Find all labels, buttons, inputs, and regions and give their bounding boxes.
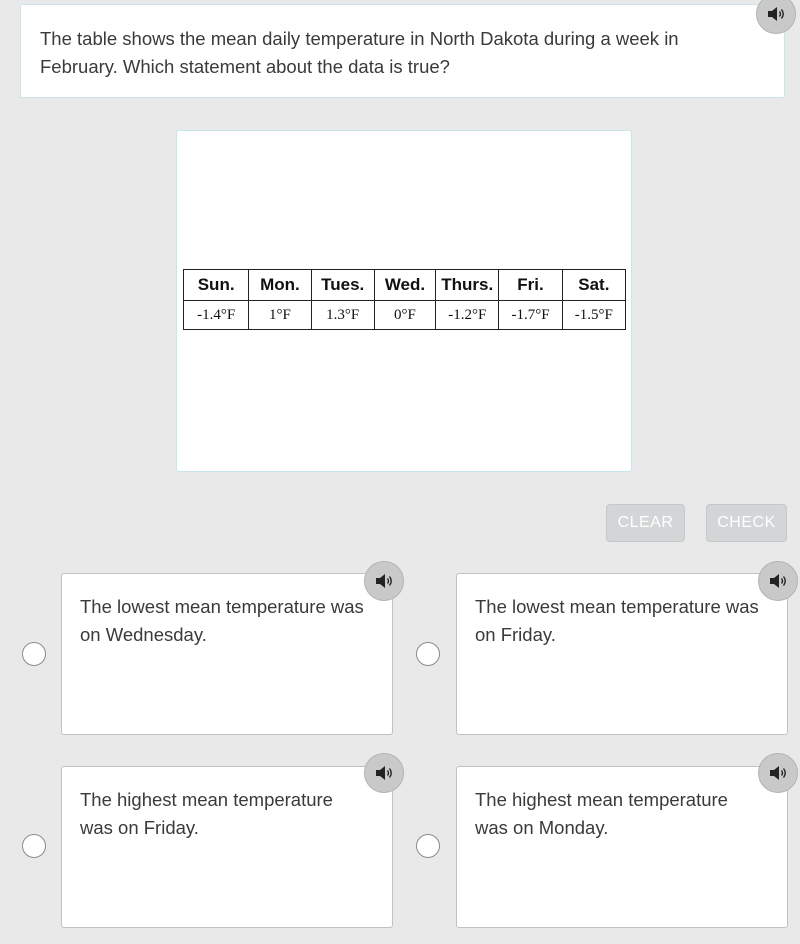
- clear-button[interactable]: CLEAR: [606, 504, 685, 542]
- answer-radio-2[interactable]: [416, 642, 440, 666]
- table-row: [184, 301, 626, 330]
- table-header-cell: Mon.: [249, 270, 311, 301]
- question-box: [20, 4, 785, 98]
- question-text: The table shows the mean daily temperature in North Dakota during a week in February. Which statement about the data is true?: [40, 28, 679, 77]
- answer-audio-button-2[interactable]: [758, 561, 798, 601]
- answer-radio-3[interactable]: [22, 834, 46, 858]
- speaker-icon: [766, 6, 786, 22]
- check-button[interactable]: CHECK: [706, 504, 787, 542]
- speaker-icon: [374, 765, 394, 781]
- table-cell: 0°F: [374, 301, 435, 330]
- answer-card-2[interactable]: [456, 573, 788, 735]
- answer-text-3: The highest mean temperature was on Friday.: [80, 789, 333, 838]
- answer-audio-button-1[interactable]: [364, 561, 404, 601]
- figure-box: [176, 130, 632, 472]
- answer-radio-1[interactable]: [22, 642, 46, 666]
- table-header-cell: Sat.: [562, 270, 625, 301]
- answer-text-2: The lowest mean temperature was on Friday.: [475, 596, 759, 645]
- table-cell: -1.2°F: [436, 301, 499, 330]
- answer-text-4: The highest mean temperature was on Monday.: [475, 789, 728, 838]
- answer-card-1[interactable]: [61, 573, 393, 735]
- speaker-icon: [768, 765, 788, 781]
- speaker-icon: [768, 573, 788, 589]
- table-header-cell: Wed.: [374, 270, 435, 301]
- speaker-icon: [374, 573, 394, 589]
- question-audio-button[interactable]: [756, 0, 796, 34]
- answer-card-4[interactable]: [456, 766, 788, 928]
- table-header-row: [184, 270, 626, 301]
- table-header-cell: Tues.: [311, 270, 374, 301]
- table-header-cell: Sun.: [184, 270, 249, 301]
- answer-radio-4[interactable]: [416, 834, 440, 858]
- answer-card-3[interactable]: [61, 766, 393, 928]
- answer-text-1: The lowest mean temperature was on Wednesday.: [80, 596, 364, 645]
- table-cell: -1.5°F: [562, 301, 625, 330]
- table-header-cell: Fri.: [499, 270, 562, 301]
- answer-audio-button-4[interactable]: [758, 753, 798, 793]
- table-cell: 1°F: [249, 301, 311, 330]
- table-header-cell: Thurs.: [436, 270, 499, 301]
- table-cell: -1.4°F: [184, 301, 249, 330]
- answer-audio-button-3[interactable]: [364, 753, 404, 793]
- table-cell: -1.7°F: [499, 301, 562, 330]
- table-cell: 1.3°F: [311, 301, 374, 330]
- temperature-table: [183, 269, 626, 330]
